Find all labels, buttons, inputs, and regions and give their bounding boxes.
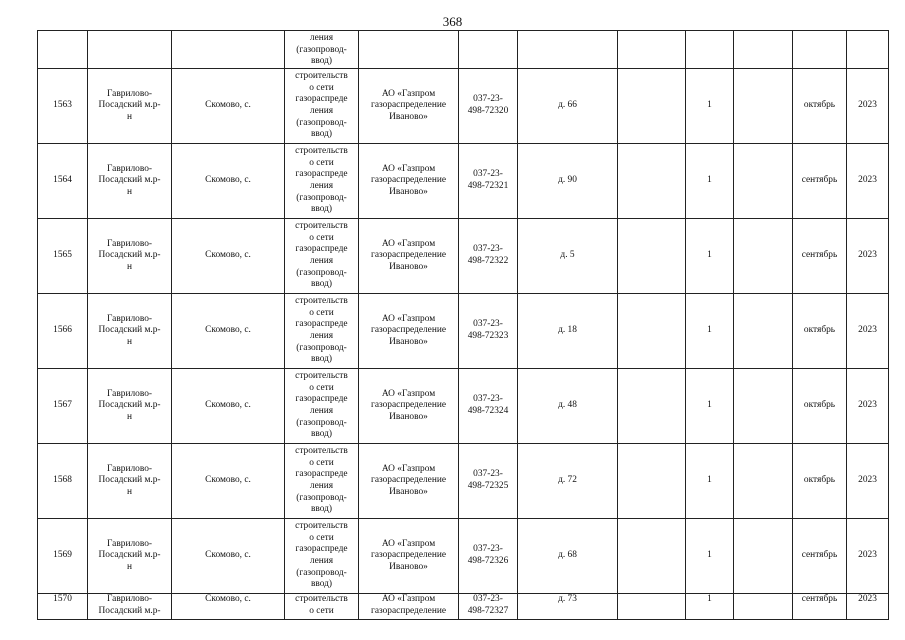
cell-locality-text: Скомово, с.: [205, 175, 251, 186]
cell-year-text: 2023: [858, 594, 877, 604]
cell-org-text: АО «Газпром газораспределение: [370, 594, 447, 616]
cell-work-type-text: строительств о сети газораспреде ления (газопровод- ввод): [295, 221, 348, 290]
cell-address-text: д. 73: [558, 594, 577, 604]
cell-qty: [686, 444, 734, 519]
cell-district: [88, 219, 172, 294]
table-row: [38, 294, 889, 369]
cell-work-type: [285, 31, 359, 69]
work-type-fragment: ления (газопровод- ввод): [296, 33, 347, 67]
cell-empty: [618, 444, 686, 519]
cell-org-text: АО «Газпром газораспределение Иваново»: [370, 163, 447, 197]
cell-address: [518, 294, 618, 369]
cell-district: [88, 294, 172, 369]
cell-month: [793, 444, 847, 519]
cell-address-text: д. 68: [558, 550, 577, 561]
table-row: [38, 144, 889, 219]
cell-address-text: д. 90: [558, 175, 577, 186]
cell-qty-text: 1: [707, 325, 712, 336]
cell-qty-text: 1: [707, 400, 712, 411]
cell-year: [847, 294, 889, 369]
cell-org: [359, 219, 459, 294]
cell-district-text: Гаврилово- Посадский м.р- н: [98, 313, 161, 347]
cell-work-type-text: строительств о сети газораспреде ления (газопровод- ввод): [295, 71, 348, 140]
cell-num-text: 1568: [53, 475, 72, 486]
cell-district: [88, 519, 172, 594]
cell-empty: [734, 144, 793, 219]
cell-qty: [686, 519, 734, 594]
cell-month-text: октябрь: [803, 400, 836, 411]
cell-address: [518, 219, 618, 294]
table-row-partial: [38, 594, 889, 620]
cell-num-text: 1564: [53, 175, 72, 186]
cell-empty: [618, 294, 686, 369]
cell-org: [359, 294, 459, 369]
cell-empty: [618, 594, 686, 620]
cell-locality-text: Скомово, с.: [205, 100, 251, 111]
cell-address-text: д. 48: [558, 400, 577, 411]
cell-empty: [618, 31, 686, 69]
cell-locality: [172, 219, 285, 294]
cell-work-type: [285, 444, 359, 519]
cell-code: [459, 444, 518, 519]
cell-code-text: 037-23- 498-72325: [467, 469, 509, 491]
cell-month: [793, 594, 847, 620]
cell-locality: [172, 294, 285, 369]
cell-address: [518, 369, 618, 444]
cell-code: [459, 31, 518, 69]
cell-locality-text: Скомово, с.: [205, 594, 251, 604]
cell-num-text: 1569: [53, 550, 72, 561]
cell-address: [518, 144, 618, 219]
cell-empty: [734, 31, 793, 69]
cell-empty: [734, 294, 793, 369]
table-row-continued: [38, 31, 889, 69]
cell-empty: [618, 369, 686, 444]
cell-code: [459, 594, 518, 620]
cell-code: [459, 519, 518, 594]
cell-work-type-text: строительств о сети газораспреде ления (газопровод- ввод): [295, 146, 348, 215]
cell-org-text: АО «Газпром газораспределение Иваново»: [370, 463, 447, 497]
cell-district: [88, 369, 172, 444]
cell-work-type-text: строительств о сети газораспреде ления (газопровод- ввод): [295, 296, 348, 365]
cell-code: [459, 294, 518, 369]
table-row: [38, 444, 889, 519]
cell-locality: [172, 594, 285, 620]
cell-year-text: 2023: [858, 475, 877, 486]
cell-work-type: [285, 69, 359, 144]
cell-year-text: 2023: [858, 175, 877, 186]
cell-district-text: Гаврилово- Посадский м.р- н: [98, 463, 161, 497]
cell-district-text: Гаврилово- Посадский м.р-: [98, 594, 161, 616]
cell-month: [793, 369, 847, 444]
cell-district-text: Гаврилово- Посадский м.р- н: [98, 163, 161, 197]
cell-code: [459, 69, 518, 144]
cell-month-text: октябрь: [803, 100, 836, 111]
cell-year-text: 2023: [858, 400, 877, 411]
cell-num: [38, 594, 88, 620]
cell-month: [793, 519, 847, 594]
cell-district: [88, 31, 172, 69]
cell-work-type: [285, 144, 359, 219]
cell-year: [847, 219, 889, 294]
cell-address-text: д. 5: [560, 250, 575, 261]
cell-district: [88, 444, 172, 519]
cell-org: [359, 444, 459, 519]
cell-empty: [734, 69, 793, 144]
cell-code-text: 037-23- 498-72322: [467, 244, 509, 266]
cell-num-text: 1566: [53, 325, 72, 336]
cell-work-type: [285, 594, 359, 620]
cell-month: [793, 69, 847, 144]
cell-qty: [686, 69, 734, 144]
cell-district-text: Гаврилово- Посадский м.р- н: [98, 238, 161, 272]
cell-qty-text: 1: [707, 475, 712, 486]
cell-district-text: Гаврилово- Посадский м.р- н: [98, 388, 161, 422]
cell-address-text: д. 72: [558, 475, 577, 486]
cell-code-text: 037-23- 498-72323: [467, 319, 509, 341]
cell-org: [359, 31, 459, 69]
cell-address: [518, 519, 618, 594]
cell-year-text: 2023: [858, 550, 877, 561]
cell-empty: [734, 519, 793, 594]
cell-code-text: 037-23- 498-72324: [467, 394, 509, 416]
cell-district: [88, 69, 172, 144]
cell-locality: [172, 31, 285, 69]
cell-org: [359, 594, 459, 620]
cell-month-text: сентябрь: [801, 250, 838, 261]
cell-address: [518, 69, 618, 144]
cell-num-text: 1570: [53, 594, 72, 604]
register-table: [37, 30, 889, 620]
cell-org-text: АО «Газпром газораспределение Иваново»: [370, 238, 447, 272]
cell-code-text: 037-23- 498-72320: [467, 94, 509, 116]
page-number: 368: [442, 14, 463, 29]
cell-year: [847, 519, 889, 594]
cell-code-text: 037-23- 498-72326: [467, 544, 509, 566]
cell-locality-text: Скомово, с.: [205, 475, 251, 486]
cell-work-type-text: строительств о сети газораспреде ления (газопровод- ввод): [295, 521, 348, 590]
cell-org: [359, 69, 459, 144]
cell-locality: [172, 369, 285, 444]
cell-year: [847, 31, 889, 69]
cell-locality-text: Скомово, с.: [205, 250, 251, 261]
table-row: [38, 219, 889, 294]
cell-qty: [686, 144, 734, 219]
cell-num: [38, 31, 88, 69]
cell-month-text: октябрь: [803, 325, 836, 336]
cell-address-text: д. 18: [558, 325, 577, 336]
cell-org: [359, 144, 459, 219]
cell-org: [359, 519, 459, 594]
cell-month-text: сентябрь: [801, 175, 838, 186]
cell-code-text: 037-23- 498-72327: [467, 594, 509, 616]
cell-empty: [618, 144, 686, 219]
cell-district: [88, 594, 172, 620]
cell-year: [847, 444, 889, 519]
cell-address: [518, 444, 618, 519]
cell-district: [88, 144, 172, 219]
cell-qty-text: 1: [707, 550, 712, 561]
cell-num: [38, 144, 88, 219]
cell-address: [518, 31, 618, 69]
cell-qty: [686, 594, 734, 620]
cell-district-text: Гаврилово- Посадский м.р- н: [98, 88, 161, 122]
cell-qty-text: 1: [707, 175, 712, 186]
cell-year: [847, 144, 889, 219]
cell-empty: [734, 219, 793, 294]
cell-month-text: октябрь: [803, 475, 836, 486]
cell-org-text: АО «Газпром газораспределение Иваново»: [370, 388, 447, 422]
cell-work-type: [285, 294, 359, 369]
cell-empty: [734, 594, 793, 620]
cell-num-text: 1567: [53, 400, 72, 411]
cell-month: [793, 31, 847, 69]
cell-address: [518, 594, 618, 620]
cell-qty-text: 1: [707, 100, 712, 111]
cell-org: [359, 369, 459, 444]
cell-empty: [618, 219, 686, 294]
cell-year: [847, 594, 889, 620]
cell-month: [793, 144, 847, 219]
cell-qty-text: 1: [707, 594, 712, 604]
cell-month: [793, 219, 847, 294]
cell-year-text: 2023: [858, 325, 877, 336]
cell-district-text: Гаврилово- Посадский м.р- н: [98, 538, 161, 572]
cell-year: [847, 69, 889, 144]
cell-qty: [686, 369, 734, 444]
cell-num: [38, 369, 88, 444]
cell-work-type: [285, 519, 359, 594]
cell-num: [38, 519, 88, 594]
cell-work-type: [285, 369, 359, 444]
cell-empty: [618, 519, 686, 594]
cell-locality: [172, 144, 285, 219]
cell-qty: [686, 294, 734, 369]
cell-locality-text: Скомово, с.: [205, 325, 251, 336]
cell-qty: [686, 31, 734, 69]
cell-address-text: д. 66: [558, 100, 577, 111]
cell-locality: [172, 519, 285, 594]
cell-code-text: 037-23- 498-72321: [467, 169, 509, 191]
cell-num: [38, 444, 88, 519]
table-row: [38, 69, 889, 144]
cell-org-text: АО «Газпром газораспределение Иваново»: [370, 538, 447, 572]
cell-qty: [686, 219, 734, 294]
cell-org-text: АО «Газпром газораспределение Иваново»: [370, 88, 447, 122]
cell-month-text: сентябрь: [801, 550, 838, 561]
cell-num-text: 1563: [53, 100, 72, 111]
cell-qty-text: 1: [707, 250, 712, 261]
cell-work-type-text: строительств о сети газораспреде ления (газопровод- ввод): [295, 371, 348, 440]
cell-num: [38, 69, 88, 144]
cell-code: [459, 369, 518, 444]
cell-year: [847, 369, 889, 444]
cell-empty: [734, 444, 793, 519]
cell-empty: [734, 369, 793, 444]
cell-empty: [618, 69, 686, 144]
cell-locality-text: Скомово, с.: [205, 550, 251, 561]
table-row: [38, 519, 889, 594]
cell-year-text: 2023: [858, 100, 877, 111]
cell-code: [459, 144, 518, 219]
cell-work-type-text: строительств о сети газораспреде ления (газопровод- ввод): [295, 446, 348, 515]
cell-locality-text: Скомово, с.: [205, 400, 251, 411]
cell-locality: [172, 444, 285, 519]
cell-org-text: АО «Газпром газораспределение Иваново»: [370, 313, 447, 347]
cell-code: [459, 219, 518, 294]
cell-month-text: сентябрь: [801, 594, 838, 604]
cell-month: [793, 294, 847, 369]
cell-num: [38, 294, 88, 369]
cell-num: [38, 219, 88, 294]
cell-work-type-text: строительств о сети: [295, 594, 348, 616]
table-row: [38, 369, 889, 444]
cell-work-type: [285, 219, 359, 294]
cell-num-text: 1565: [53, 250, 72, 261]
cell-locality: [172, 69, 285, 144]
cell-year-text: 2023: [858, 250, 877, 261]
